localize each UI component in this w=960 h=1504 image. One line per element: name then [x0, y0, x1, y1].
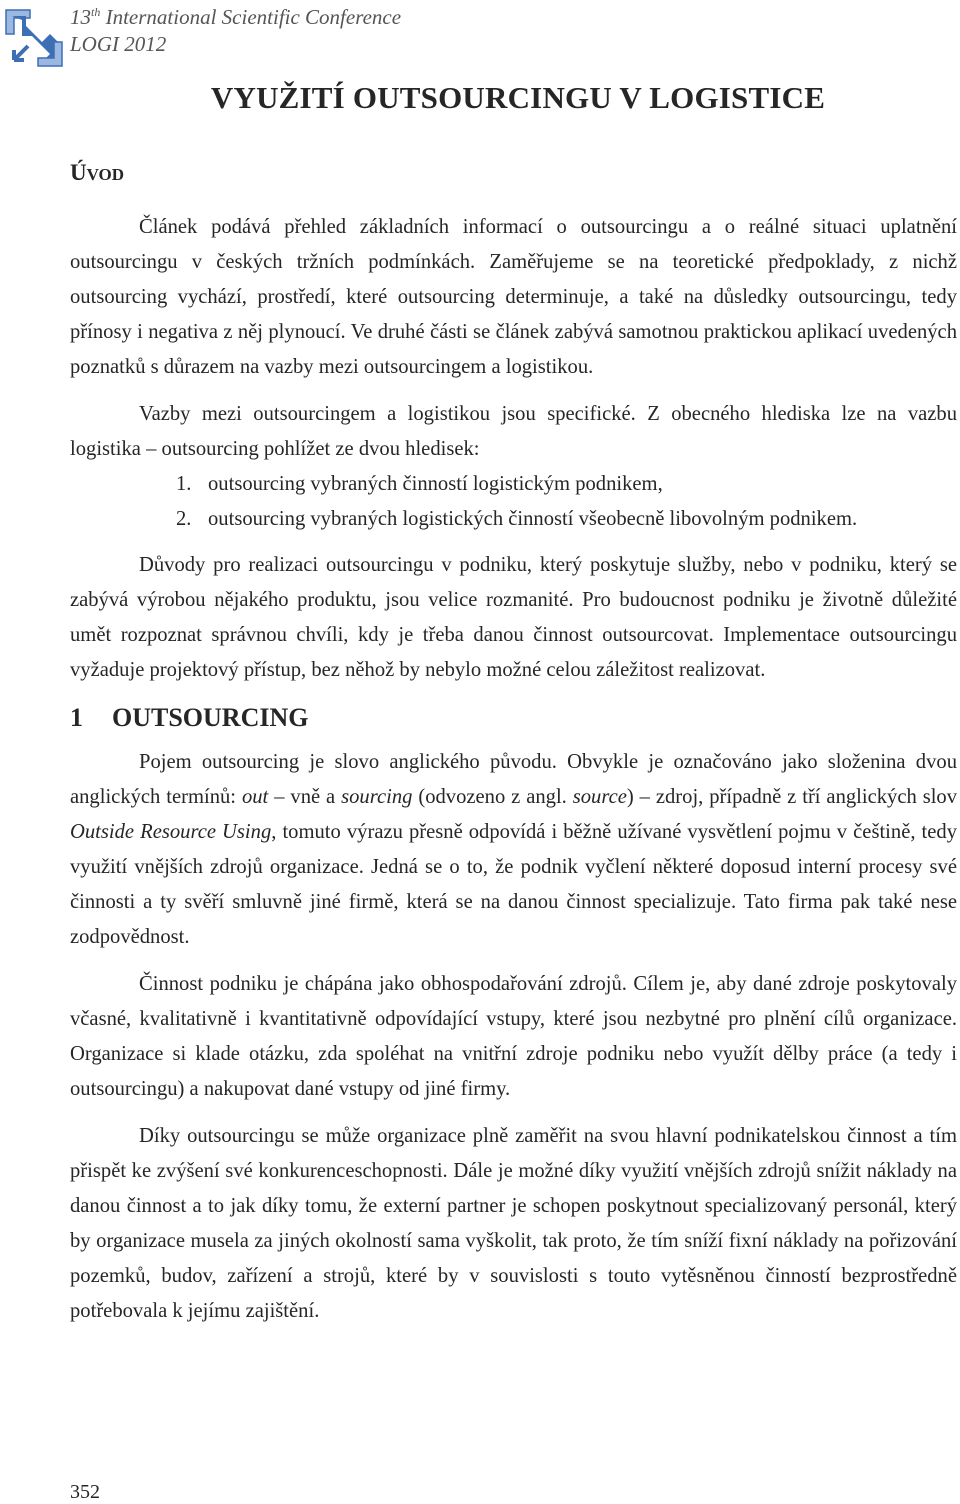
intro-paragraph-3: Důvody pro realizaci outsourcingu v podniku, který poskytuje služby, nebo v podniku, který se zabývá výrobou nějakého produktu, jsou velice rozmanité. Pro budoucnost podniku je životně důležité umět rozpoznat správnou chvíli, kdy je třeba danou činnost outsourcovat. Implementace outsourcingu vyžaduje projektový přístup, bez něhož by nebylo možné celou záležitost realizovat.	[70, 554, 957, 681]
conference-short-name: LOGI 2012	[70, 32, 167, 56]
section-1-paragraph-2: Činnost podniku je chápána jako obhospodařování zdrojů. Cílem je, aby dané zdroje poskytovaly včasné, kvalitativně i kvantitativně odpovídající vstupy, které jsou nezbytné pro plnění cílů organizace. Organizace si klade otázku, zda spoléhat na vnitřní zdroje podniku nebo využít dělby práce (a tedy i outsourcingu) a nakupovat dané vstupy od jiné firmy.	[70, 973, 957, 1100]
section-heading: 1 OUTSOURCING	[70, 703, 309, 732]
list-item: 2. outsourcing vybraných logistických činností všeobecně libovolným podnikem.	[176, 508, 858, 530]
section-1-paragraph-3: Díky outsourcingu se může organizace plně zaměřit na svou hlavní podnikatelskou činnost a tím přispět ke zvýšení své konkurenceschopnosti. Dále je možné díky využití vnějších zdrojů snížit náklady na danou činnost a to jak díky tomu, že externí partner je schopen poskytnout specializovaný personál, který by organizace musela za jiných okolností sama vyškolit, tak proto, že tím sníží fixní náklady na pořizování pozemků, budov, zařízení a strojů, které by v souvislosti s touto vytěsněnou činností bezprostředně potřebovala k jejímu zajištění.	[70, 1125, 957, 1322]
paper-title: VYUŽITÍ OUTSOURCINGU V LOGISTICE	[210, 80, 826, 115]
list-item: 1. outsourcing vybraných činností logistickým podnikem,	[176, 473, 663, 495]
conference-name: 13th International Scientific Conference	[70, 5, 402, 29]
body-text	[70, 210, 957, 1329]
intro-heading: ÚVOD	[70, 160, 125, 185]
section-1-paragraph-1: Pojem outsourcing je slovo anglického původu. Obvykle je označováno jako složenina dvou anglických termínů: out – vně a sourcing (odvozeno z angl. source) – zdroj, případně z tří anglických slov Outside Resource Using, tomuto výrazu přesně odpovídá i běžně užívané vysvětlení pojmu v češtině, tedy využití vnějších zdrojů organizace. Jedná se o to, že podnik vyčlení některé doposud interní procesy své činnosti a ty svěří smluvně jiné firmě, která se na danou činnost specializuje. Tato firma pak také nese zodpovědnost.	[70, 751, 958, 948]
intro-paragraph-1: Článek podává přehled základních informací o outsourcingu a o reálné situaci uplatnění outsourcingu v českých tržních podmínkách. Zaměřujeme se na teoretické předpoklady, z nichž outsourcing vychází, prostředí, které outsourcing determinuje, a také na důsledky outsourcingu, tedy přínosy i negativa z něj plynoucí. Ve druhé části se článek zabývá samotnou praktickou aplikací uvedených poznatků s důrazem na vazby mezi outsourcingem a logistikou.	[70, 216, 957, 378]
intro-paragraph-2: Vazby mezi outsourcingem a logistikou jsou specifické. Z obecného hlediska lze na vazbu logistika – outsourcing pohlížet ze dvou hledisek:	[70, 403, 957, 460]
numbered-list	[70, 467, 957, 537]
page-number: 352	[70, 1481, 100, 1503]
conference-logo-icon	[2, 6, 66, 70]
conference-header	[70, 4, 401, 58]
